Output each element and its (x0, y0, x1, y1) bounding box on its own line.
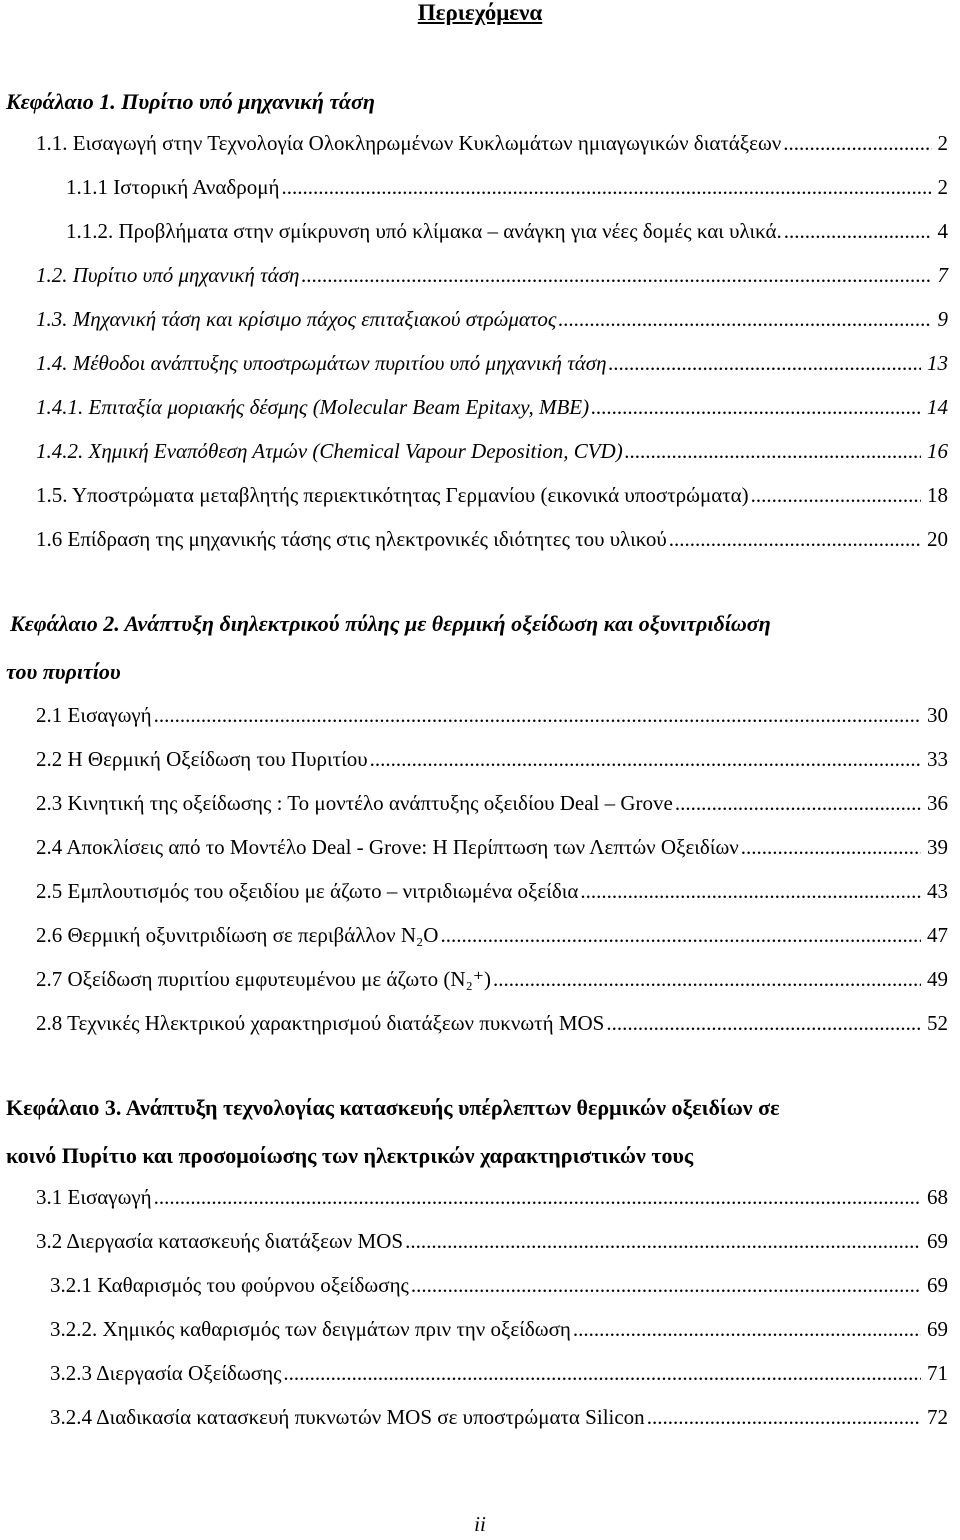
toc-entry-text: 3.2.3 Διεργασία Οξείδωσης (50, 1361, 282, 1385)
toc-entry[interactable] (36, 524, 948, 554)
toc-entry[interactable] (50, 1270, 948, 1300)
toc-page-number: 18 (927, 483, 948, 507)
toc-entry[interactable] (36, 436, 948, 466)
chapter-2-heading-line2: του πυριτίου (6, 659, 121, 684)
toc-entry-text: 2.2 Η Θερμική Οξείδωση του Πυριτίου (36, 747, 368, 771)
toc-leader (741, 832, 921, 862)
toc-entry-text: 2.8 Τεχνικές Ηλεκτρικού χαρακτηρισμού διατάξεων πυκνωτή MOS (36, 1011, 605, 1035)
toc-entry-text: 2.6 Θερμική οξυνιτριδίωση σε περιβάλλον N₂O (36, 923, 439, 947)
toc-entry-text: 1.1. Εισαγωγή στην Τεχνολογία Ολοκληρωμένων Κυκλωμάτων ημιαγωγικών διατάξεων (36, 131, 782, 155)
toc-leader (625, 436, 921, 466)
toc-leader (154, 700, 921, 730)
toc-page-number: 69 (927, 1273, 948, 1297)
toc-entry-text: 1.4.2. Χημική Εναπόθεση Ατμών (Chemical Vapour Deposition, CVD) (36, 439, 623, 463)
toc-page-number: 71 (927, 1361, 948, 1385)
toc-page-number: 39 (927, 835, 948, 859)
toc-entry[interactable] (36, 700, 948, 730)
toc-entry[interactable] (36, 832, 948, 862)
toc-entry[interactable] (36, 744, 948, 774)
toc-leader (675, 788, 921, 818)
toc-page-number: 68 (927, 1185, 948, 1209)
toc-page-number: 20 (927, 527, 948, 551)
toc-page-number: 13 (927, 351, 948, 375)
chapter-2-heading-line1: Κεφάλαιο 2. Ανάπτυξη διηλεκτρικού πύλης με θερμική οξείδωση και οξυνιτριδίωση (10, 611, 771, 636)
toc-entry-text: 3.1 Εισαγωγή (36, 1185, 152, 1209)
toc-entry[interactable] (36, 260, 948, 290)
toc-page-number: 52 (927, 1011, 948, 1035)
toc-leader (405, 1226, 921, 1256)
toc-entry-text: 2.3 Κινητική της οξείδωσης : Το μοντέλο ανάπτυξης οξειδίου Deal – Grove (36, 791, 673, 815)
toc-entry[interactable] (66, 172, 948, 202)
toc-leader (282, 172, 932, 202)
toc-entry[interactable] (36, 480, 948, 510)
toc-entry-text: 1.1.1 Ιστορική Αναδρομή (66, 175, 280, 199)
toc-entry-text: 3.2.1 Καθαρισμός του φούρνου οξείδωσης (50, 1273, 409, 1297)
toc-page-number: 14 (927, 395, 948, 419)
toc-entry[interactable] (36, 1182, 948, 1212)
toc-entry-text: 3.2.4 Διαδικασία κατασκευή πυκνωτών MOS σε υποστρώματα Silicon (50, 1405, 645, 1429)
toc-leader (669, 524, 921, 554)
toc-entry[interactable] (50, 1402, 948, 1432)
toc-leader (783, 128, 931, 158)
toc-entry-text: 2.1 Εισαγωγή (36, 703, 152, 727)
toc-page-number: 33 (927, 747, 948, 771)
toc-leader (591, 392, 921, 422)
toc-leader (784, 216, 932, 246)
toc-leader (580, 876, 921, 906)
toc-leader (606, 1008, 921, 1038)
toc-entry-text: 1.5. Υποστρώματα μεταβλητής περιεκτικότητας Γερμανίου (εικονικά υποστρώματα) (36, 483, 749, 507)
toc-leader (751, 480, 921, 510)
toc-leader (411, 1270, 921, 1300)
toc-entry[interactable] (36, 348, 948, 378)
toc-entry[interactable] (36, 304, 948, 334)
toc-entry[interactable] (36, 964, 948, 994)
toc-page-number: 72 (927, 1405, 948, 1429)
toc-page-number: 2 (937, 131, 948, 155)
toc-entry-text: 3.2.2. Χημικός καθαρισμός των δειγμάτων πριν την οξείδωση (50, 1317, 571, 1341)
toc-page-number: 2 (937, 175, 948, 199)
toc-entry-text: 2.4 Αποκλίσεις από το Μοντέλο Deal - Grove: Η Περίπτωση των Λεπτών Οξειδίων (36, 835, 739, 859)
chapter-3-heading-line2: κοινό Πυρίτιο και προσομοίωσης των ηλεκτρικών χαρακτηριστικών τους (6, 1143, 694, 1168)
toc-page-number: 49 (927, 967, 948, 991)
toc-entry-text: 1.4.1. Επιταξία μοριακής δέσμης (Molecular Beam Epitaxy, MBE) (36, 395, 590, 419)
toc-leader (493, 964, 921, 994)
toc-leader (440, 920, 921, 950)
toc-entry[interactable] (36, 788, 948, 818)
chapter-3-heading-line1: Κεφάλαιο 3. Ανάπτυξη τεχνολογίας κατασκευής υπέρλεπτων θερμικών οξειδίων σε (6, 1095, 780, 1120)
toc-page-number: 7 (937, 263, 948, 287)
toc-entry[interactable] (36, 1008, 948, 1038)
toc-entry[interactable] (36, 128, 948, 158)
toc-entry-text: 1.6 Επίδραση της μηχανικής τάσης στις ηλεκτρονικές ιδιότητες του υλικού (36, 527, 667, 551)
toc-leader (370, 744, 921, 774)
toc-page-number: 30 (927, 703, 948, 727)
toc-entry[interactable] (50, 1358, 948, 1388)
page-number-footer: ii (474, 1512, 486, 1536)
toc-leader (647, 1402, 921, 1432)
chapter-2-heading (6, 600, 946, 696)
toc-entry-text: 2.7 Οξείδωση πυριτίου εμφυτευμένου με άζωτο (N₂⁺) (36, 967, 491, 991)
toc-page-number: 16 (927, 439, 948, 463)
toc-leader (301, 260, 931, 290)
page-title: Περιεχόμενα (417, 0, 543, 25)
chapter-3-heading (6, 1084, 946, 1180)
toc-entry-text: 1.1.2. Προβλήματα στην σμίκρυνση υπό κλίμακα – ανάγκη για νέες δομές και υλικά. (66, 219, 782, 243)
toc-leader (283, 1358, 921, 1388)
toc-entry[interactable] (36, 876, 948, 906)
toc-entry-text: 2.5 Εμπλουτισμός του οξειδίου με άζωτο – νιτριδιωμένα οξείδια (36, 879, 579, 903)
toc-page-number: 4 (937, 219, 948, 243)
toc-page-number: 47 (927, 923, 948, 947)
toc-leader (609, 348, 921, 378)
toc-page-number: 43 (927, 879, 948, 903)
toc-page-number: 69 (927, 1229, 948, 1253)
toc-leader (154, 1182, 921, 1212)
toc-page-number: 9 (937, 307, 948, 331)
toc-page-number: 69 (927, 1317, 948, 1341)
toc-entry-text: 1.3. Μηχανική τάση και κρίσιμο πάχος επιταξιακού στρώματος (36, 307, 557, 331)
toc-page-number: 36 (927, 791, 948, 815)
toc-entry[interactable] (66, 216, 948, 246)
toc-entry-text: 3.2 Διεργασία κατασκευής διατάξεων MOS (36, 1229, 404, 1253)
toc-entry[interactable] (50, 1314, 948, 1344)
toc-leader (558, 304, 931, 334)
toc-entry[interactable] (36, 920, 948, 950)
toc-entry[interactable] (36, 392, 948, 422)
chapter-1-heading: Κεφάλαιο 1. Πυρίτιο υπό μηχανική τάση (6, 89, 375, 114)
toc-entry-text: 1.4. Μέθοδοι ανάπτυξης υποστρωμάτων πυριτίου υπό μηχανική τάση (36, 351, 607, 375)
toc-entry[interactable] (36, 1226, 948, 1256)
toc-entry-text: 1.2. Πυρίτιο υπό μηχανική τάση (36, 263, 300, 287)
toc-leader (573, 1314, 921, 1344)
